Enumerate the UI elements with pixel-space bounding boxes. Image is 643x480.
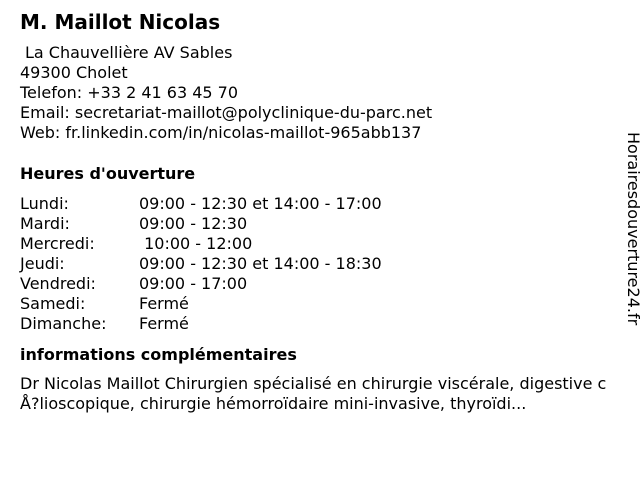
info-description: Dr Nicolas Maillot Chirurgien spécialisé en chirurgie viscérale, digestive cÅ?lioscopique, chirurgie hémorroïdaire mini-invasive, thyroïdi... — [20, 374, 607, 413]
time-value: Fermé — [139, 314, 189, 333]
hours-row — [20, 254, 610, 274]
day-label: Jeudi: — [20, 254, 65, 273]
time-value: 09:00 - 12:30 et 14:00 - 18:30 — [139, 254, 382, 273]
day-label: Samedi: — [20, 294, 86, 313]
hours-heading: Heures d'ouverture — [20, 164, 196, 183]
hours-row — [20, 294, 610, 314]
email-line: Email: secretariat-maillot@polyclinique-du-parc.net — [20, 103, 433, 122]
address-city: 49300 Cholet — [20, 63, 128, 82]
contact-block — [20, 43, 610, 143]
hours-row — [20, 314, 610, 334]
day-label: Vendredi: — [20, 274, 96, 293]
day-label: Mercredi: — [20, 234, 95, 253]
time-value: 09:00 - 12:30 et 14:00 - 17:00 — [139, 194, 382, 213]
business-name: M. Maillot Nicolas — [20, 10, 221, 34]
day-label: Lundi: — [20, 194, 69, 213]
hours-row — [20, 214, 610, 234]
site-brand-text: Horairesdouverture24.fr — [624, 132, 643, 326]
hours-row — [20, 194, 610, 214]
web-line: Web: fr.linkedin.com/in/nicolas-maillot-965abb137 — [20, 123, 422, 142]
time-value: 09:00 - 17:00 — [139, 274, 248, 293]
time-value: Fermé — [139, 294, 189, 313]
phone-line: Telefon: +33 2 41 63 45 70 — [20, 83, 239, 102]
hours-row — [20, 274, 610, 294]
info-heading: informations complémentaires — [20, 345, 297, 364]
time-value: 09:00 - 12:30 — [139, 214, 248, 233]
day-label: Mardi: — [20, 214, 70, 233]
address-street: La Chauvellière AV Sables — [25, 43, 233, 62]
day-label: Dimanche: — [20, 314, 107, 333]
opening-hours-table — [20, 194, 610, 334]
site-brand-vertical — [623, 132, 643, 344]
business-card — [20, 9, 610, 414]
time-value: 10:00 - 12:00 — [139, 234, 253, 253]
hours-row — [20, 234, 610, 254]
